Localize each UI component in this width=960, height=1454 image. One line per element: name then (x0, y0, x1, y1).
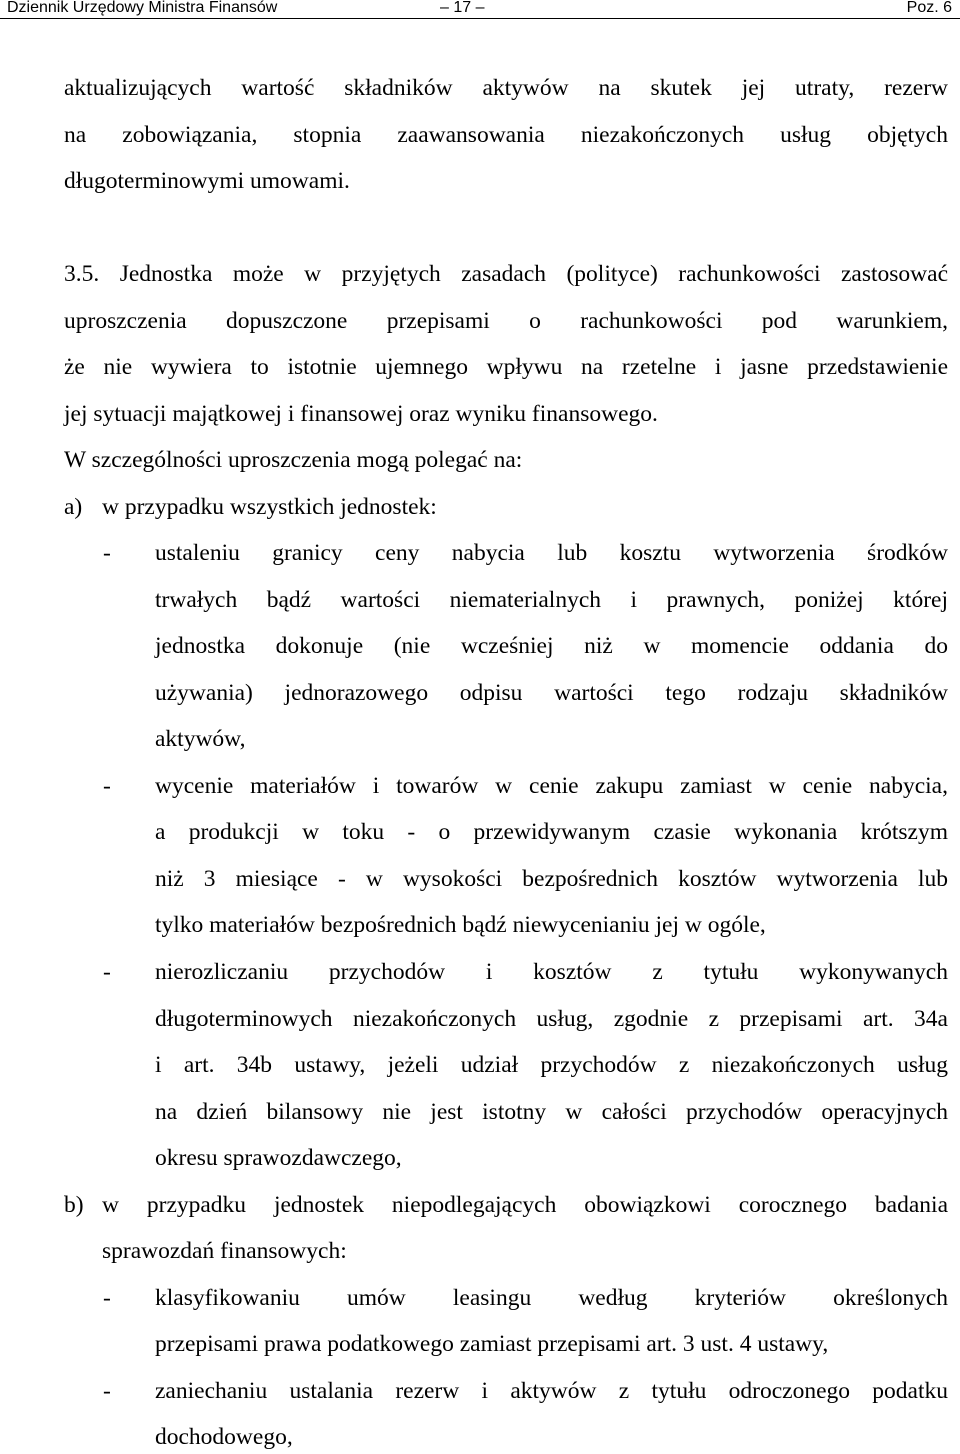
header-divider (0, 18, 960, 19)
text-line: ustaleniu granicy ceny nabycia lub kosztu wytworzenia środków (155, 540, 948, 566)
list-marker-b: b) (64, 1192, 84, 1218)
text-line: a produkcji w toku - o przewidywanym czasie wykonania krótszym (155, 819, 948, 845)
list-marker-a: a) (64, 494, 83, 520)
text-line: dochodowego, (155, 1424, 293, 1450)
text-line: aktualizujących wartość składników aktywów na skutek jej utraty, rezerw (64, 75, 948, 101)
text-line: długoterminowych niezakończonych usług, zgodnie z przepisami art. 34a (155, 1006, 948, 1032)
text-line: aktywów, (155, 726, 246, 752)
text-line: że nie wywiera to istotnie ujemnego wpływu na rzetelne i jasne przedstawienie (64, 354, 948, 380)
dash-marker: - (103, 1285, 111, 1311)
text-line: używania) jednorazowego odpisu wartości tego rodzaju składników (155, 680, 948, 706)
dash-marker: - (103, 540, 111, 566)
text-line: W szczególności uproszczenia mogą polegać na: (64, 447, 523, 473)
text-line: długoterminowymi umowami. (64, 168, 350, 194)
text-line: okresu sprawozdawczego, (155, 1145, 402, 1171)
text-line: uproszczenia dopuszczone przepisami o rachunkowości pod warunkiem, (64, 308, 948, 334)
section-line: 3.5. Jednostka może w przyjętych zasadach (polityce) rachunkowości zastosować (64, 261, 948, 287)
text-line: tylko materiałów bezpośrednich bądź niewycenianiu jej w ogóle, (155, 912, 766, 938)
text-line: na dzień bilansowy nie jest istotny w całości przychodów operacyjnych (155, 1099, 948, 1125)
text-line: nierozliczaniu przychodów i kosztów z tytułu wykonywanych (155, 959, 948, 985)
text-line: jednostka dokonuje (nie wcześniej niż w momencie oddania do (155, 633, 948, 659)
text-line: zaniechaniu ustalania rezerw i aktywów z tytułu odroczonego podatku (155, 1378, 948, 1404)
text-line: na zobowiązania, stopnia zaawansowania niezakończonych usług objętych (64, 122, 948, 148)
text-line: klasyfikowaniu umów leasingu według kryteriów określonych (155, 1285, 948, 1311)
text-line: i art. 34b ustawy, jeżeli udział przychodów z niezakończonych usług (155, 1052, 948, 1078)
list-item-b-heading: w przypadku jednostek niepodlegających obowiązkowi corocznego badania (102, 1192, 948, 1218)
list-item-a-heading: w przypadku wszystkich jednostek: (102, 494, 437, 520)
dash-marker: - (103, 959, 111, 985)
text-line: trwałych bądź wartości niematerialnych i prawnych, poniżej której (155, 587, 948, 613)
text-line: wycenie materiałów i towarów w cenie zakupu zamiast w cenie nabycia, (155, 773, 948, 799)
dash-marker: - (103, 1378, 111, 1404)
journal-title: Dziennik Urzędowy Ministra Finansów (7, 0, 278, 16)
page-header (0, 0, 960, 19)
position-number: Poz. 6 (906, 0, 952, 16)
text-line: niż 3 miesiące - w wysokości bezpośrednich kosztów wytworzenia lub (155, 866, 948, 892)
text-line: przepisami prawa podatkowego zamiast przepisami art. 3 ust. 4 ustawy, (155, 1331, 829, 1357)
text-line: sprawozdań finansowych: (102, 1238, 347, 1264)
dash-marker: - (103, 773, 111, 799)
page-number: – 17 – (440, 0, 485, 16)
text-line: jej sytuacji majątkowej i finansowej oraz wyniku finansowego. (64, 401, 658, 427)
